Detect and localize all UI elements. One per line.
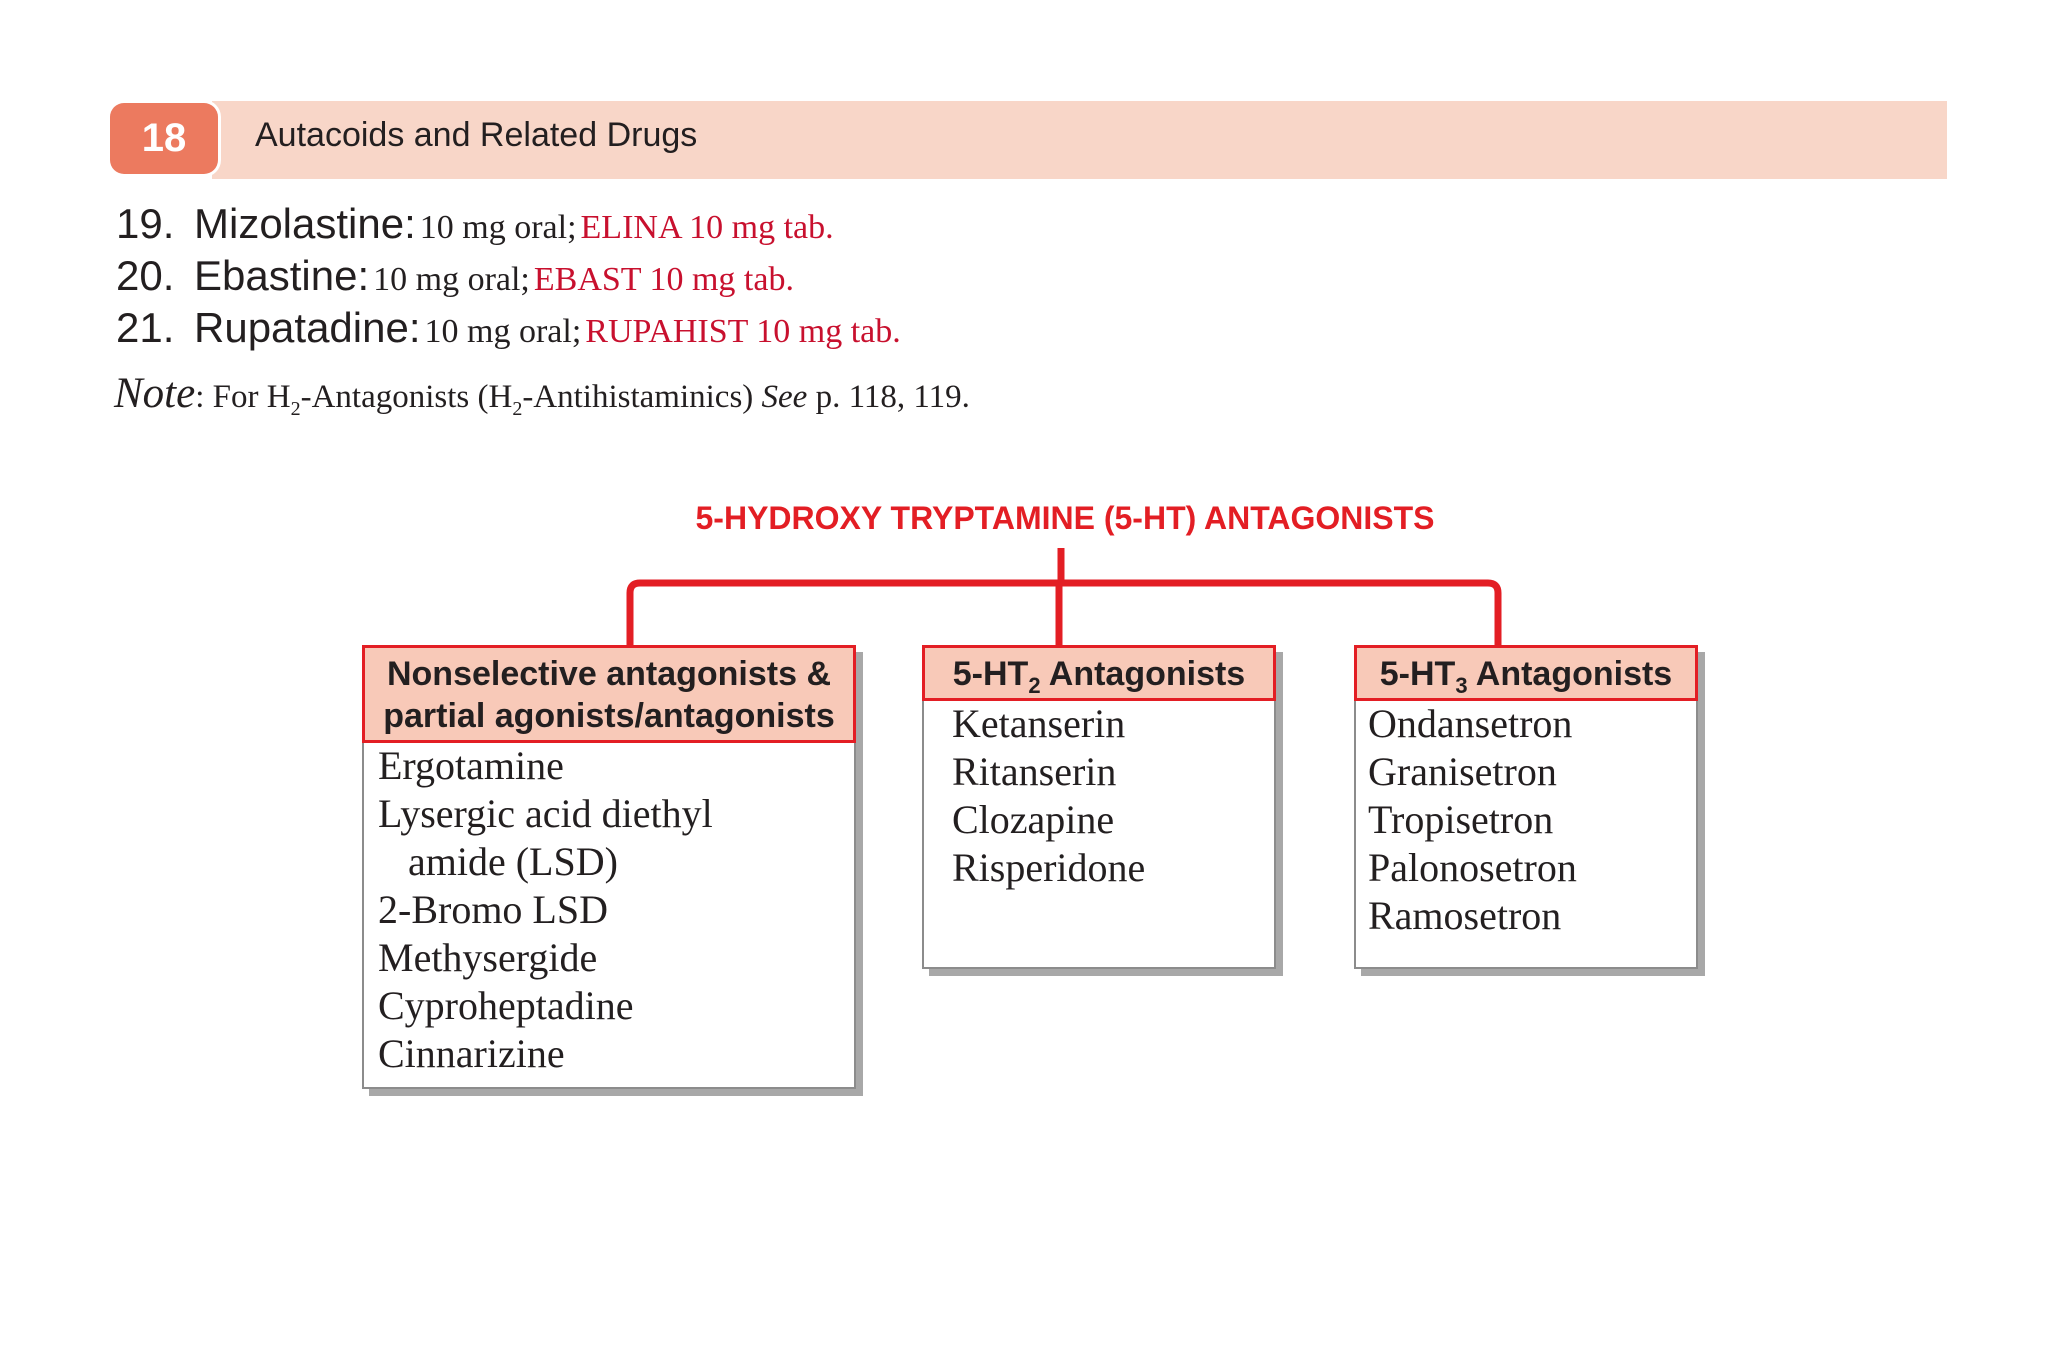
group-header-suffix: Antagonists <box>1467 655 1673 693</box>
group-header-prefix: 5-HT <box>1379 655 1456 693</box>
list-item: Risperidone <box>952 845 1146 890</box>
group-header-line: partial agonists/antagonists <box>383 697 835 735</box>
chapter-title: Autacoids and Related Drugs <box>255 116 698 154</box>
drug-item-name: Mizolastine: <box>194 200 416 247</box>
group-header-line: Nonselective antagonists & <box>386 655 831 693</box>
group-header-nonselective <box>362 645 856 743</box>
drug-list-5ht2 <box>952 700 1145 892</box>
list-item: Tropisetron <box>1368 797 1554 842</box>
list-item: Cinnarizine <box>378 1031 565 1076</box>
group-header-prefix: 5-HT <box>952 655 1029 693</box>
drug-item-dose: 10 mg oral; <box>419 209 577 246</box>
drug-item-brand: RUPAHIST 10 mg tab. <box>585 313 901 350</box>
list-item: Ramosetron <box>1368 893 1562 938</box>
drug-item-brand: EBAST 10 mg tab. <box>533 261 794 298</box>
list-item: Ritanserin <box>952 749 1117 794</box>
drug-list-nonselective <box>378 742 713 1078</box>
group-header-5ht3 <box>1354 645 1698 701</box>
list-item: 2-Bromo LSD <box>378 887 608 932</box>
group-header-subscript: 2 <box>1028 673 1041 698</box>
list-item: Palonosetron <box>1368 845 1577 890</box>
list-item: Cyproheptadine <box>378 983 634 1028</box>
list-item: amide (LSD) <box>408 839 618 884</box>
list-item: Ketanserin <box>952 701 1126 746</box>
list-item: Ondansetron <box>1368 701 1573 746</box>
drug-item-number: 19. <box>116 200 175 247</box>
note-see: See <box>761 379 808 415</box>
drug-item-brand: ELINA 10 mg tab. <box>580 209 834 246</box>
note-text: -Antihistaminics) <box>522 379 762 415</box>
note-paragraph: Note: For $H_2$-Antagonists $(H_2-Antihistaminics)$ See p. 118, 119. <box>114 370 970 420</box>
drug-item-name: Ebastine: <box>194 252 370 299</box>
list-item: Granisetron <box>1368 749 1557 794</box>
list-item: Ergotamine <box>378 743 564 788</box>
group-header-5ht2 <box>922 645 1276 701</box>
note-text: For H <box>212 379 291 415</box>
drug-list-5ht3 <box>1368 700 1577 940</box>
drug-item-dose: 10 mg oral; <box>424 313 582 350</box>
group-header-suffix: Antagonists <box>1040 655 1246 693</box>
group-header-subscript: 3 <box>1455 673 1468 698</box>
note-text: p. 118, 119. <box>807 379 970 415</box>
connector-branch <box>630 583 1498 646</box>
note-label: Note <box>114 370 196 417</box>
drug-item-dose: 10 mg oral; <box>373 261 530 298</box>
drug-item-name: Rupatadine: <box>194 304 421 351</box>
drug-item-number: 21. <box>116 304 175 351</box>
note-text: -Antagonists (H <box>300 379 513 415</box>
page-number: 18 <box>141 116 187 160</box>
drug-item-number: 20. <box>116 252 175 299</box>
list-item: Lysergic acid diethyl <box>378 791 713 836</box>
note-subscript: 2 <box>512 398 523 420</box>
diagram-title: 5-HYDROXY TRYPTAMINE (5-HT) ANTAGONISTS <box>695 500 1435 536</box>
list-item: Clozapine <box>952 797 1115 842</box>
note-subscript: 2 <box>290 398 301 420</box>
list-item: Methysergide <box>378 935 598 980</box>
